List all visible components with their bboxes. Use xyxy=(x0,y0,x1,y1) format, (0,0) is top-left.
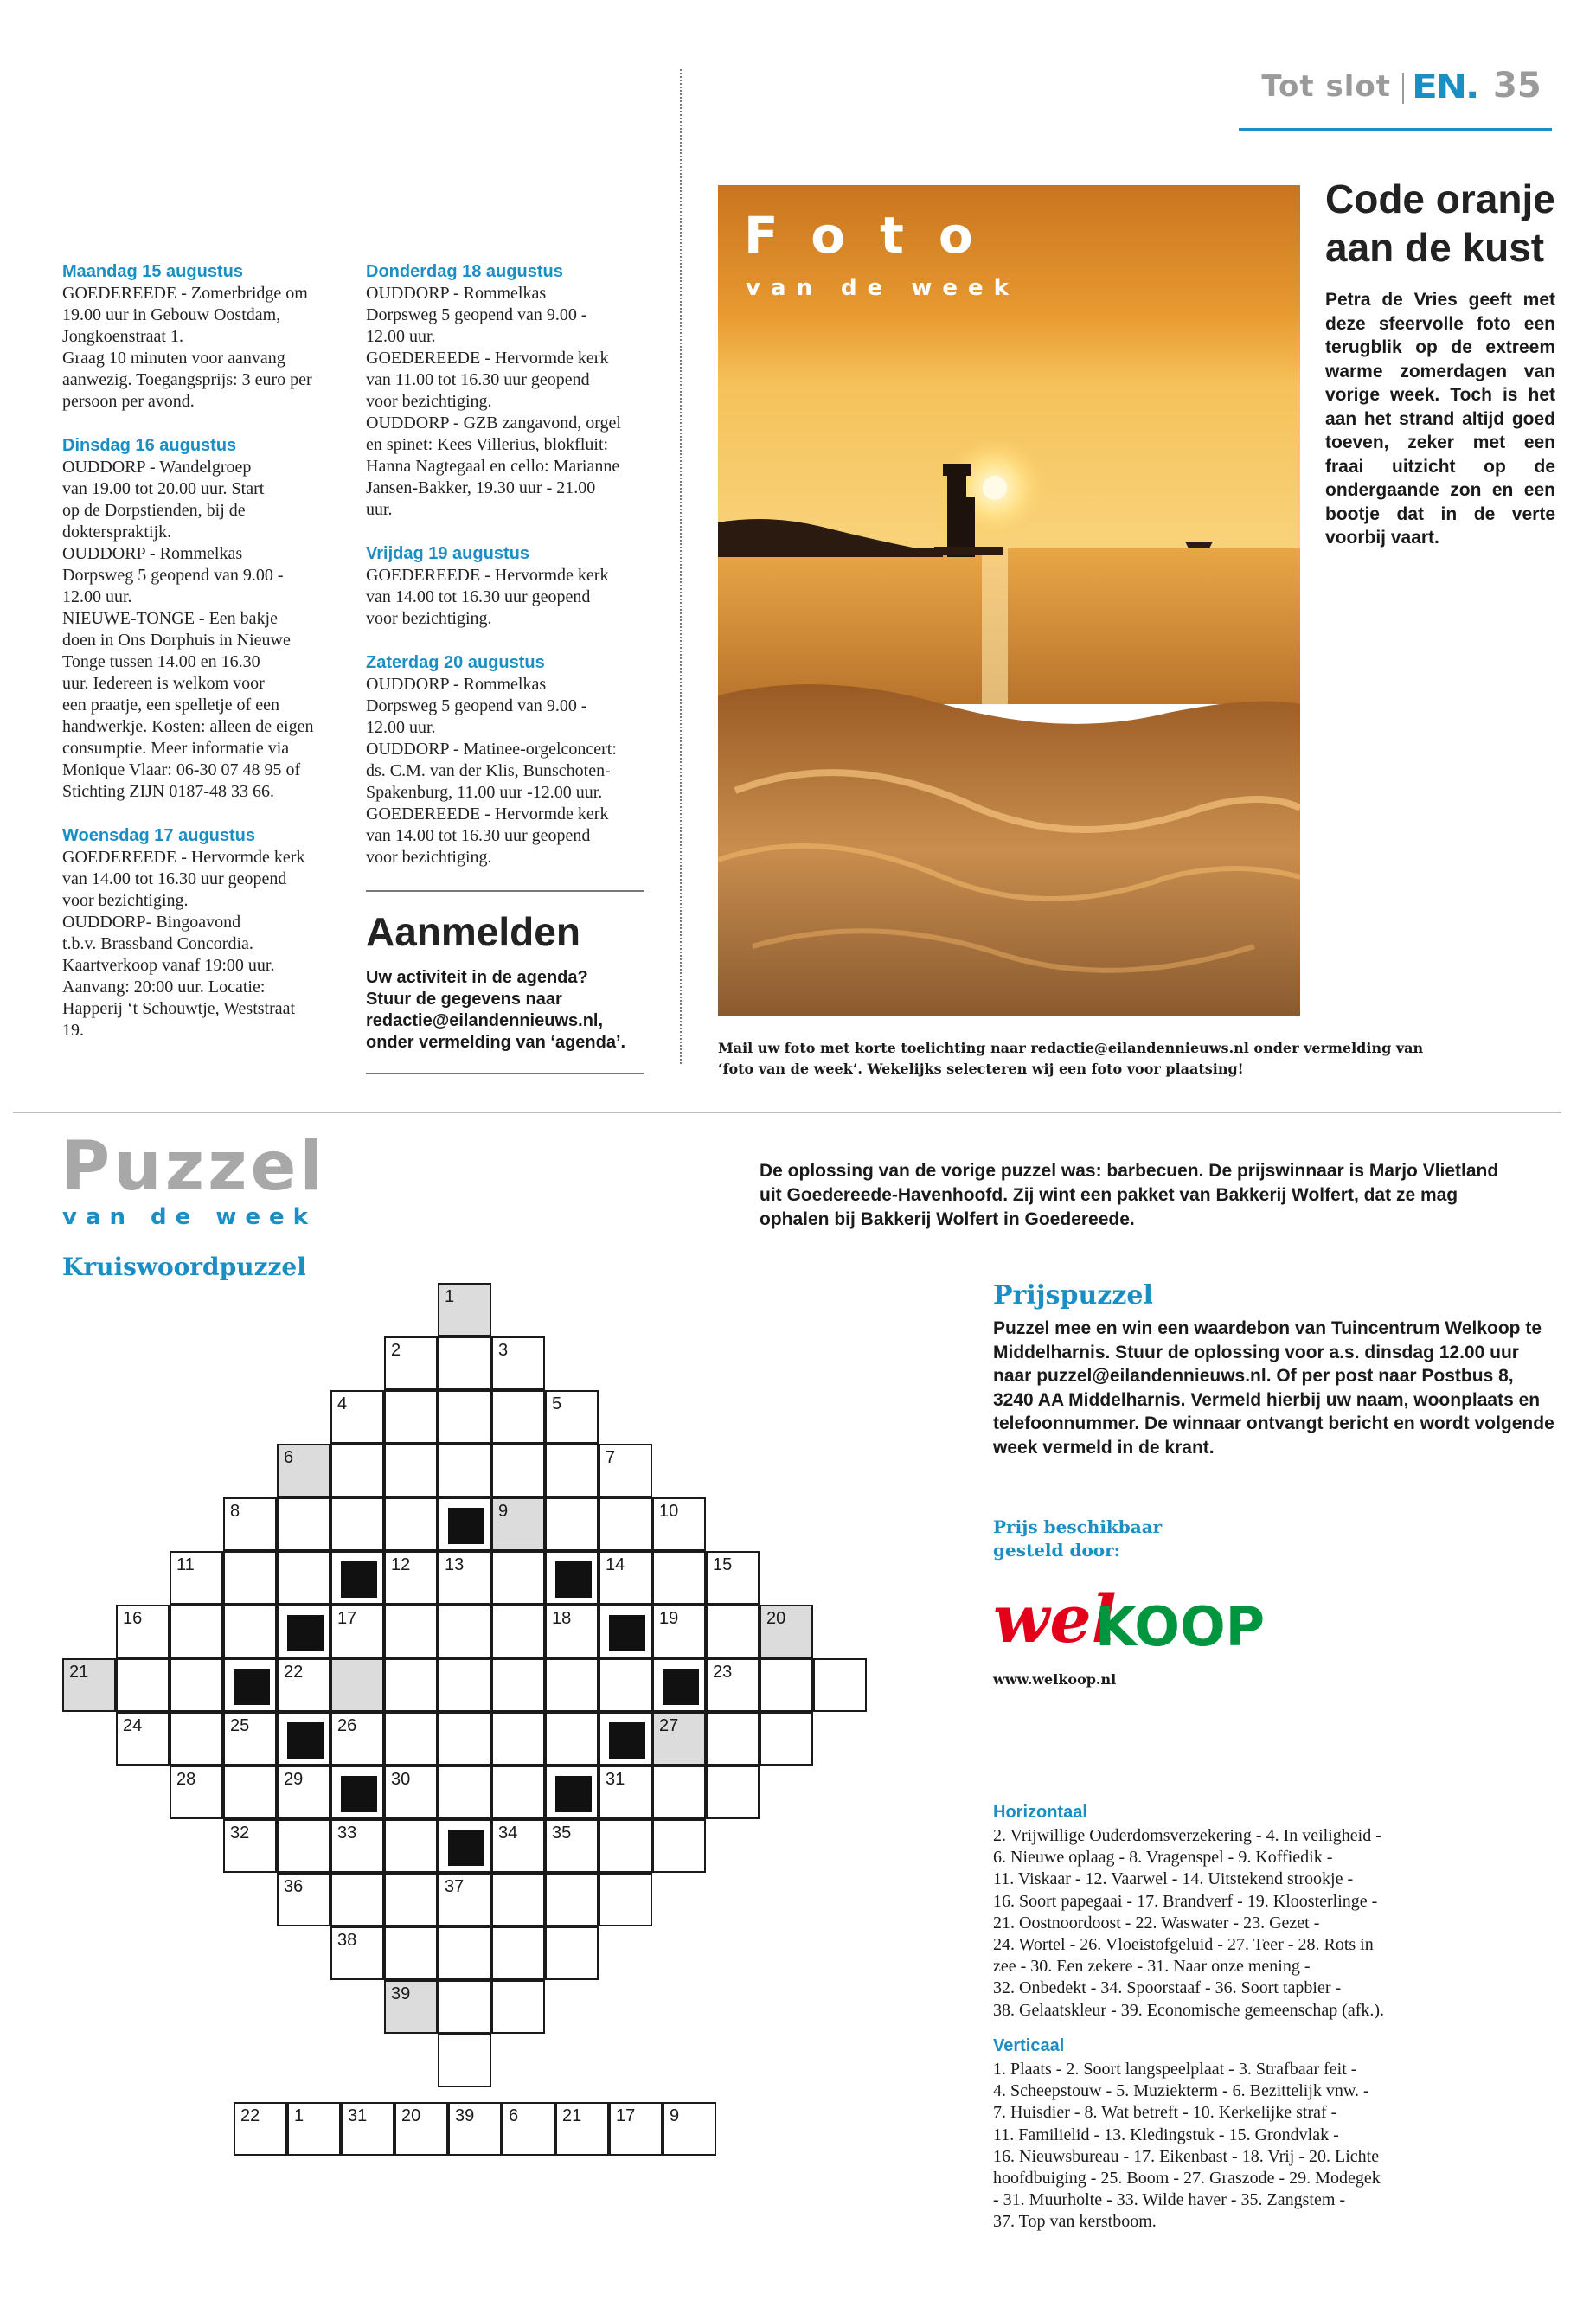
crossword-cell[interactable] xyxy=(170,1605,223,1658)
black-square xyxy=(448,1508,484,1544)
crossword-cell[interactable] xyxy=(491,1390,545,1444)
solution-cell-number: 39 xyxy=(455,2106,475,2125)
clue-number: 25 xyxy=(230,1716,250,1735)
solution-cell[interactable] xyxy=(502,2102,555,2156)
crossword-cell[interactable] xyxy=(277,1766,330,1819)
crossword-cell xyxy=(599,1605,652,1658)
crossword-cell[interactable] xyxy=(813,1658,867,1712)
crossword-cell[interactable] xyxy=(545,1873,599,1926)
crossword-cell[interactable] xyxy=(438,1712,491,1766)
clue-number: 33 xyxy=(337,1823,357,1843)
clue-number: 29 xyxy=(284,1770,304,1789)
crossword-cell xyxy=(438,1497,491,1551)
crossword-cell[interactable] xyxy=(277,1873,330,1926)
crossword-cell[interactable] xyxy=(384,1444,438,1497)
clue-line: 11. Viskaar - 12. Vaarwel - 14. Uitstekend strookje - xyxy=(993,1869,1354,1889)
agenda-day-heading: Zaterdag 20 augustus xyxy=(366,653,545,672)
photo-headline-line: Code oranje xyxy=(1325,176,1555,221)
agenda-column-2 xyxy=(366,261,660,891)
agenda-day-heading: Donderdag 18 augustus xyxy=(366,262,563,281)
clue-line: 7. Huisdier - 8. Wat betreft - 10. Kerkelijke straf - xyxy=(993,2103,1337,2123)
solution-cell-number: 20 xyxy=(401,2106,421,2125)
black-square xyxy=(341,1561,377,1598)
crossword-cell[interactable] xyxy=(652,1551,706,1605)
clue-line: 1. Plaats - 2. Soort langspeelplaat - 3. Strafbaar feit - xyxy=(993,2060,1357,2079)
clue-number: 28 xyxy=(176,1770,196,1789)
crossword-cell[interactable] xyxy=(384,1926,438,1980)
crossword-cell[interactable] xyxy=(652,1819,706,1873)
photo-caption-line: Mail uw foto met korte toelichting naar redactie@eilandennieuws.nl onder vermelding van xyxy=(718,1040,1424,1056)
agenda-day xyxy=(62,261,348,413)
crossword-cell[interactable] xyxy=(223,1605,277,1658)
solution-cell[interactable] xyxy=(609,2102,663,2156)
crossword-cell[interactable] xyxy=(652,1766,706,1819)
clue-number: 19 xyxy=(659,1609,679,1628)
crossword-cell[interactable] xyxy=(545,1658,599,1712)
clue-number: 17 xyxy=(337,1609,357,1628)
crossword-cell[interactable] xyxy=(384,1390,438,1444)
crossword-cell[interactable] xyxy=(384,1819,438,1873)
clue-line: 11. Familielid - 13. Kledingstuk - 15. Grondvlak - xyxy=(993,2125,1339,2144)
clue-line: zee - 30. Een zekere - 31. Naar onze mening - xyxy=(993,1957,1311,1977)
welkoop-logo-wel: wel xyxy=(993,1583,1117,1657)
crossword-cell[interactable] xyxy=(545,1926,599,1980)
crossword-cell[interactable] xyxy=(545,1819,599,1873)
previous-solution-line: uit Goedereede-Havenhoofd. Zij wint een pakket van Bakkerij Wolfert, dat ze mag xyxy=(760,1185,1458,1205)
clue-number: 39 xyxy=(391,1984,411,2003)
crossword-cell xyxy=(330,1551,384,1605)
clues-horizontal xyxy=(993,1825,1564,2022)
solution-cell-number: 21 xyxy=(562,2106,582,2125)
crossword-cell[interactable] xyxy=(223,1712,277,1766)
crossword-cell[interactable] xyxy=(438,1283,491,1336)
crossword-cell[interactable] xyxy=(706,1766,760,1819)
clue-line: 38. Gelaatskleur - 39. Economische gemeenschap (afk.). xyxy=(993,2000,1385,2020)
solution-cell-number: 22 xyxy=(240,2106,260,2125)
clue-number: 34 xyxy=(498,1823,518,1843)
clue-number: 36 xyxy=(284,1877,304,1896)
solution-cell-number: 17 xyxy=(616,2106,636,2125)
crossword-cell[interactable] xyxy=(223,1497,277,1551)
crossword-cell[interactable] xyxy=(438,1873,491,1926)
agenda-day-text: GOEDEREEDE - Hervormde kerk van 14.00 tot 16.30 uur geopend voor bezichtiging. xyxy=(366,566,609,628)
crossword-cell[interactable] xyxy=(116,1658,170,1712)
crossword-cell[interactable] xyxy=(62,1658,116,1712)
crossword-cell[interactable] xyxy=(545,1444,599,1497)
agenda-day-heading: Dinsdag 16 augustus xyxy=(62,436,237,455)
black-square xyxy=(287,1615,324,1651)
crossword-cell[interactable] xyxy=(491,1766,545,1819)
clues-vertical-title: Verticaal xyxy=(993,2036,1065,2055)
crossword-cell[interactable] xyxy=(384,1766,438,1819)
crossword-cell xyxy=(545,1766,599,1819)
clue-number: 35 xyxy=(552,1823,572,1843)
crossword-cell[interactable] xyxy=(491,1497,545,1551)
clue-number: 12 xyxy=(391,1555,411,1574)
solution-cell-number: 6 xyxy=(509,2106,519,2125)
black-square xyxy=(609,1722,645,1759)
photo-headline xyxy=(1325,175,1567,272)
clue-line: 2. Vrijwillige Ouderdomsverzekering - 4. In veiligheid - xyxy=(993,1826,1381,1845)
crossword-cell[interactable] xyxy=(760,1605,813,1658)
clue-line: 16. Nieuwsbureau - 17. Eikenbast - 18. Vrij - 20. Lichte xyxy=(993,2146,1380,2166)
solution-cell[interactable] xyxy=(287,2102,341,2156)
header-rule xyxy=(1239,128,1552,131)
clue-number: 8 xyxy=(230,1502,240,1521)
crossword-cell[interactable] xyxy=(277,1497,330,1551)
clue-number: 38 xyxy=(337,1931,357,1950)
photo-story: Petra de Vries geeft met deze sfeervolle foto een terugblik op de extreem warme zomerdagen van vorige week. Toch is het aan het strand altijd goed toeven, zeker met een fraai uitzicht op de ondergaande zon en een bootje dat in de verte voorbij vaart. xyxy=(1325,290,1555,548)
crossword-cell[interactable] xyxy=(384,1497,438,1551)
crossword-cell[interactable] xyxy=(706,1551,760,1605)
crossword-cell[interactable] xyxy=(223,1766,277,1819)
solution-cell-number: 9 xyxy=(670,2106,680,2125)
clue-number: 23 xyxy=(713,1663,733,1682)
clue-number: 27 xyxy=(659,1716,679,1735)
crossword-cell[interactable] xyxy=(760,1658,813,1712)
crossword-cell[interactable] xyxy=(330,1497,384,1551)
crossword-cell xyxy=(545,1551,599,1605)
agenda-day xyxy=(62,435,348,803)
crossword-cell[interactable] xyxy=(706,1712,760,1766)
crossword-cell[interactable] xyxy=(491,1980,545,2034)
photo-of-week-title: Foto xyxy=(744,206,1008,265)
photo-headline-line: aan de kust xyxy=(1325,225,1545,270)
crossword-cell[interactable] xyxy=(491,1444,545,1497)
crossword-cell[interactable] xyxy=(491,1873,545,1926)
agenda-day-text: GOEDEREEDE - Zomerbridge om 19.00 uur in Gebouw Oostdam, Jongkoenstraat 1. Graag 10 minuten voor aanvang aanwezig. Toegangsprijs: 3 euro per persoon per avond. xyxy=(62,284,312,411)
crossword-cell[interactable] xyxy=(599,1819,652,1873)
solution-cell-number: 1 xyxy=(294,2106,304,2125)
crossword-cell[interactable] xyxy=(491,1712,545,1766)
clue-number: 6 xyxy=(284,1448,294,1467)
crossword-cell[interactable] xyxy=(384,1551,438,1605)
clue-number: 37 xyxy=(445,1877,465,1896)
clue-number: 1 xyxy=(445,1287,455,1306)
clue-number: 31 xyxy=(606,1770,625,1789)
crossword-cell[interactable] xyxy=(384,1712,438,1766)
agenda-day-heading: Woensdag 17 augustus xyxy=(62,826,256,845)
previous-solution-line: De oplossing van de vorige puzzel was: barbecuen. De prijswinnaar is Marjo Vlietland xyxy=(760,1161,1499,1181)
crossword-cell xyxy=(223,1658,277,1712)
prize-text: Puzzel mee en win een waardebon van Tuincentrum Welkoop te Middelharnis. Stuur de oplossing voor a.s. dinsdag 12.00 uur naar puzzel@eilandennieuws.nl. Of per post naar Postbus 8, 3240 AA Middelharnis. Vermeld hierbij uw naam, woonplaats en telefoonnummer. De winnaar ontvangt bericht en wordt volgende week vermeld in de krant. xyxy=(993,1318,1554,1458)
crossword-cell[interactable] xyxy=(384,1980,438,2034)
clue-number: 20 xyxy=(766,1609,786,1628)
clue-number: 22 xyxy=(284,1663,304,1682)
clue-line: 6. Nieuwe oplaag - 8. Vragenspel - 9. Koffiedik - xyxy=(993,1848,1333,1868)
puzzle-logo: Puzzel xyxy=(61,1128,327,1206)
crossword-cell[interactable] xyxy=(438,1605,491,1658)
crossword-cell[interactable] xyxy=(330,1658,384,1712)
crossword-cell[interactable] xyxy=(545,1605,599,1658)
crossword-cell[interactable] xyxy=(599,1444,652,1497)
crossword-cell[interactable] xyxy=(277,1444,330,1497)
agenda-day-heading: Maandag 15 augustus xyxy=(62,262,243,281)
clue-number: 16 xyxy=(123,1609,143,1628)
crossword-cell[interactable] xyxy=(330,1873,384,1926)
agenda-day xyxy=(62,825,348,1042)
clue-number: 11 xyxy=(176,1555,195,1574)
crossword-cell[interactable] xyxy=(438,1766,491,1819)
crossword-cell xyxy=(652,1658,706,1712)
clue-number: 5 xyxy=(552,1394,562,1413)
black-square xyxy=(555,1561,592,1598)
black-square xyxy=(341,1776,377,1812)
crossword-cell[interactable] xyxy=(599,1497,652,1551)
crossword-cell[interactable] xyxy=(330,1926,384,1980)
crossword-cell[interactable] xyxy=(491,1926,545,1980)
crossword-cell[interactable] xyxy=(170,1766,223,1819)
agenda-day-heading: Vrijdag 19 augustus xyxy=(366,544,529,563)
crossword-cell[interactable] xyxy=(545,1390,599,1444)
crossword-cell[interactable] xyxy=(384,1605,438,1658)
crossword-cell[interactable] xyxy=(116,1712,170,1766)
crossword-cell[interactable] xyxy=(223,1551,277,1605)
black-square xyxy=(234,1669,270,1705)
crossword-cell[interactable] xyxy=(599,1658,652,1712)
crossword-cell[interactable] xyxy=(438,1336,491,1390)
crossword-cell[interactable] xyxy=(599,1873,652,1926)
crossword-cell[interactable] xyxy=(706,1658,760,1712)
crossword-cell[interactable] xyxy=(277,1551,330,1605)
clue-number: 30 xyxy=(391,1770,411,1789)
agenda-day-text: OUDDORP - Rommelkas Dorpsweg 5 geopend van 9.00 - 12.00 uur. OUDDORP - Matinee-orgelconcert: ds. C.M. van der Klis, Bunschoten- Spakenburg, 11.00 uur -12.00 uur. GOEDEREEDE - Hervormde kerk van 14.00 tot 16.30 uur geopend voor bezichtiging. xyxy=(366,675,617,867)
clue-number: 9 xyxy=(498,1502,509,1521)
solution-cell[interactable] xyxy=(234,2102,287,2156)
clue-number: 10 xyxy=(659,1502,679,1521)
crossword-cell[interactable] xyxy=(491,1819,545,1873)
photo-of-week-subtitle: van de week xyxy=(746,275,1019,301)
agenda-day-text: OUDDORP - Wandelgroep van 19.00 tot 20.00 uur. Start op de Dorpstienden, bij de dokterspraktijk. OUDDORP - Rommelkas Dorpsweg 5 geopend van 9.00 - 12.00 uur. NIEUWE-TONGE - Een bakje doen in Ons Dorphuis in Nieuwe Tonge tussen 14.00 en 16.30 uur. Iedereen is welkom voor een praatje, een spelletje of een handwerkje. Kosten: alleen de eigen consumptie. Meer informatie via Monique Vlaar: 06-30 07 48 95 of Stichting ZIJN 0187-48 33 66. xyxy=(62,458,314,801)
newspaper-logo: EN. xyxy=(1412,67,1478,106)
previous-solution xyxy=(760,1159,1555,1232)
crossword-cell[interactable] xyxy=(438,1444,491,1497)
previous-solution-line: ophalen bij Bakkerij Wolfert in Goedereede. xyxy=(760,1209,1135,1229)
crossword-cell[interactable] xyxy=(599,1766,652,1819)
crossword-cell xyxy=(330,1766,384,1819)
clue-number: 2 xyxy=(391,1341,401,1360)
clue-number: 7 xyxy=(606,1448,616,1467)
clue-line: 24. Wortel - 26. Vloeistofgeluid - 27. Teer - 28. Rots in xyxy=(993,1935,1374,1955)
crossword-cell[interactable] xyxy=(438,1980,491,2034)
crossword-cell[interactable] xyxy=(491,1336,545,1390)
crossword-cell[interactable] xyxy=(330,1819,384,1873)
crossword-cell[interactable] xyxy=(652,1712,706,1766)
crossword-cell[interactable] xyxy=(438,1926,491,1980)
crossword-cell[interactable] xyxy=(438,1658,491,1712)
clue-number: 15 xyxy=(713,1555,733,1574)
agenda-day xyxy=(366,543,660,630)
crossword-cell[interactable] xyxy=(330,1712,384,1766)
crossword-cell[interactable] xyxy=(545,1712,599,1766)
crossword-cell[interactable] xyxy=(438,1390,491,1444)
clues-vertical xyxy=(993,2059,1564,2234)
crossword-cell[interactable] xyxy=(223,1819,277,1873)
aanmelden-text: Uw activiteit in de agenda? Stuur de gegevens naar redactie@eilandennieuws.nl, onder vermelding van ‘agenda’. xyxy=(366,968,626,1052)
clue-line: 21. Oostnoordoost - 22. Waswater - 23. Gezet - xyxy=(993,1913,1320,1932)
column-separator xyxy=(680,69,682,1064)
clue-line: 32. Onbedekt - 34. Spoorstaaf - 36. Soort tapbier - xyxy=(993,1978,1342,1998)
solution-cell[interactable] xyxy=(341,2102,394,2156)
crossword-cell[interactable] xyxy=(384,1336,438,1390)
prize-title: Prijspuzzel xyxy=(993,1280,1153,1311)
black-square xyxy=(555,1776,592,1812)
agenda-day xyxy=(366,652,660,868)
crossword-cell[interactable] xyxy=(330,1390,384,1444)
clue-number: 4 xyxy=(337,1394,348,1413)
clue-line: 4. Scheepstouw - 5. Muziekterm - 6. Bezittelijk vnw. - xyxy=(993,2081,1369,2101)
black-square xyxy=(609,1615,645,1651)
clue-number: 21 xyxy=(69,1663,89,1682)
agenda-day-text: GOEDEREEDE - Hervormde kerk van 14.00 tot 16.30 uur geopend voor bezichtiging. OUDDORP- Bingoavond t.b.v. Brassband Concordia. Kaartverkoop vanaf 19:00 uur. Aanvang: 20:00 uur. Locatie: Happerij ‘t Schouwtje, Weststraat 19. xyxy=(62,848,305,1040)
photo-caption-line: ‘foto van de week’. Wekelijks selecteren wij een foto voor plaatsing! xyxy=(718,1061,1244,1077)
crossword-cell[interactable] xyxy=(330,1605,384,1658)
clue-number: 26 xyxy=(337,1716,357,1735)
crossword-cell[interactable] xyxy=(170,1658,223,1712)
photo-caption xyxy=(718,1038,1497,1080)
aanmelden-top-rule xyxy=(366,890,644,892)
black-square xyxy=(663,1669,699,1705)
solution-cell[interactable] xyxy=(394,2102,448,2156)
solution-cell[interactable] xyxy=(663,2102,716,2156)
clue-line: hoofdbuiging - 25. Boom - 27. Graszode - 29. Modegek xyxy=(993,2169,1381,2189)
crossword-cell xyxy=(438,1819,491,1873)
crossword-cell[interactable] xyxy=(706,1605,760,1658)
clues-horizontal-title: Horizontaal xyxy=(993,1803,1087,1822)
crossword-cell[interactable] xyxy=(491,1658,545,1712)
clue-number: 14 xyxy=(606,1555,625,1574)
crossword-cell[interactable] xyxy=(545,1497,599,1551)
crossword-cell[interactable] xyxy=(277,1658,330,1712)
welkoop-logo xyxy=(993,1583,1270,1665)
agenda-day-text: OUDDORP - Rommelkas Dorpsweg 5 geopend van 9.00 - 12.00 uur. GOEDEREEDE - Hervormde kerk van 11.00 tot 16.30 uur geopend voor bezichtiging. OUDDORP - GZB zangavond, orgel en spinet: Kees Villerius, blokfluit: Hanna Nagtegaal en cello: Marianne Jansen-Bakker, 19.30 uur - 21.00 uur. xyxy=(366,284,621,519)
crossword-cell[interactable] xyxy=(277,1819,330,1873)
crossword-cell[interactable] xyxy=(438,2034,491,2087)
black-square xyxy=(287,1722,324,1759)
crossword-cell[interactable] xyxy=(330,1444,384,1497)
crossword-cell[interactable] xyxy=(438,1551,491,1605)
sunset-beach-photo xyxy=(718,185,1300,1016)
crossword-cell[interactable] xyxy=(384,1873,438,1926)
agenda-column-1 xyxy=(62,261,348,1064)
header-divider xyxy=(1402,73,1404,104)
aanmelden-bottom-rule xyxy=(366,1073,644,1074)
crossword-cell xyxy=(599,1712,652,1766)
sponsor-url[interactable]: www.welkoop.nl xyxy=(993,1671,1117,1688)
section-separator xyxy=(13,1112,1561,1113)
crossword-cell[interactable] xyxy=(170,1712,223,1766)
clue-number: 24 xyxy=(123,1716,143,1735)
crossword-cell[interactable] xyxy=(652,1497,706,1551)
crossword-cell[interactable] xyxy=(652,1605,706,1658)
clue-number: 3 xyxy=(498,1341,509,1360)
solution-cell[interactable] xyxy=(448,2102,502,2156)
agenda-day xyxy=(366,261,660,521)
crossword-cell[interactable] xyxy=(170,1551,223,1605)
section-title: Tot slot xyxy=(1261,69,1391,104)
clue-line: 37. Top van kerstboom. xyxy=(993,2212,1157,2232)
crossword-cell xyxy=(277,1712,330,1766)
crossword-cell[interactable] xyxy=(760,1712,813,1766)
clue-number: 32 xyxy=(230,1823,250,1843)
crossword-cell[interactable] xyxy=(599,1551,652,1605)
clue-line: 16. Soort papegaai - 17. Brandverf - 19. Kloosterlinge - xyxy=(993,1891,1378,1911)
crossword-cell[interactable] xyxy=(116,1605,170,1658)
crossword-cell xyxy=(277,1605,330,1658)
aanmelden-title: Aanmelden xyxy=(366,909,580,954)
black-square xyxy=(448,1830,484,1866)
page-number: 35 xyxy=(1493,66,1542,106)
crossword-cell[interactable] xyxy=(491,1551,545,1605)
crossword-cell[interactable] xyxy=(384,1658,438,1712)
solution-cell-number: 31 xyxy=(348,2106,368,2125)
crossword-cell[interactable] xyxy=(491,1605,545,1658)
welkoop-logo-koop: KOOP xyxy=(1095,1595,1266,1658)
puzzle-logo-subtitle: van de week xyxy=(62,1204,317,1230)
prize-sponsor-label: Prijs beschikbaar gesteld door: xyxy=(993,1516,1163,1561)
clue-line: - 31. Muurholte - 33. Wilde haver - 35. Zangstem - xyxy=(993,2190,1346,2210)
clue-number: 13 xyxy=(445,1555,465,1574)
solution-cell[interactable] xyxy=(555,2102,609,2156)
puzzle-type: Kruiswoordpuzzel xyxy=(62,1253,306,1281)
clue-number: 18 xyxy=(552,1609,572,1628)
